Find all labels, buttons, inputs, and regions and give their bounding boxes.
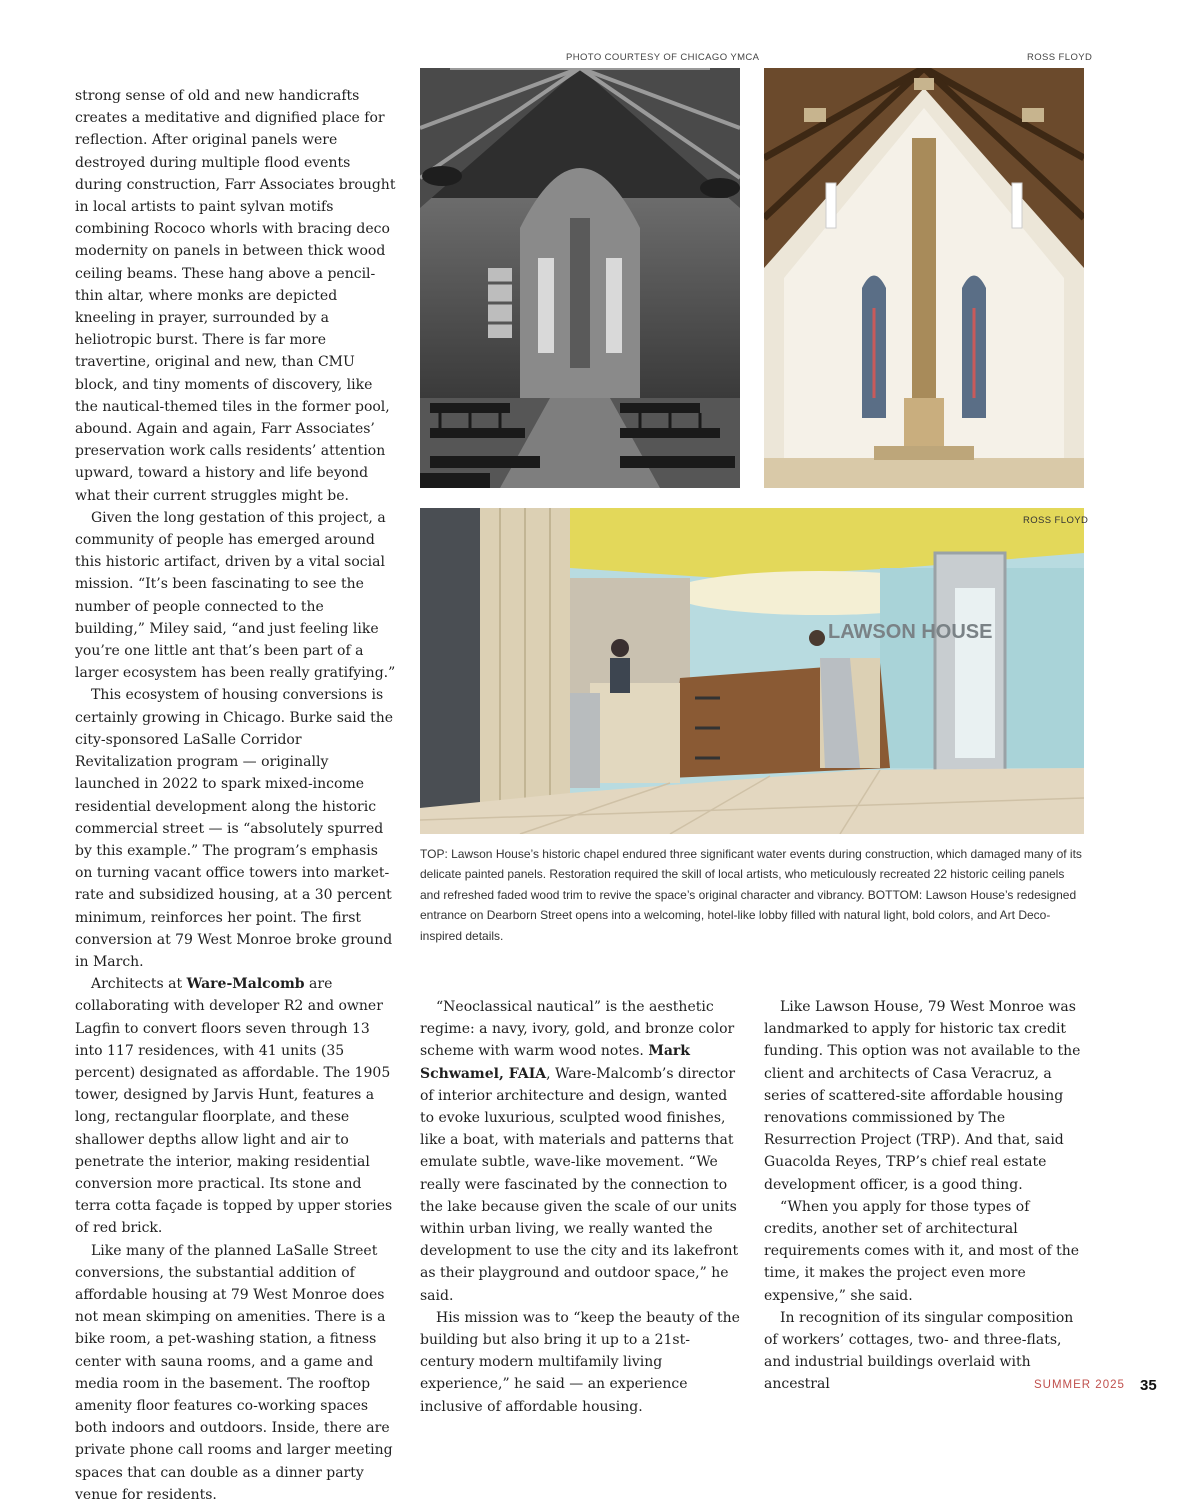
paragraph: “When you apply for those types of credits, another set of architectural requirements comes with it, and most of the time, it makes the project even more expensive,” she said.: [764, 1198, 1079, 1304]
issue-label: SUMMER 2025: [1034, 1379, 1125, 1391]
architect-name: Mark Schwamel, FAIA: [420, 1043, 690, 1082]
body-column-1: [75, 85, 397, 1506]
paragraph: strong sense of old and new handicrafts creates a meditative and dignified place for reflection. After original panels were destroyed during multiple flood events during construction, Farr Associates brought in local artists to paint sylvan motifs combining Rococo whorls with bracing deco modernity on panels in between thick wood ceiling beams. These hang above a pencil-thin altar, where monks are depicted kneeling in prayer, surrounded by a heliotropic burst. There is far more travertine, original and new, than CMU block, and tiny moments of discovery, like the nautical-themed tiles in the former pool, abound. Again and again, Farr Associates’ preservation work calls residents’ attention upward, toward a history and life beyond what their current struggles might be.: [75, 88, 396, 504]
restored-chapel-photo: [764, 68, 1084, 488]
firm-name: Ware-Malcomb: [186, 976, 305, 993]
page-number: 35: [1140, 1377, 1157, 1394]
lobby-sign-text: LAWSON HOUSE: [828, 621, 993, 643]
body-column-2: [420, 996, 742, 1418]
photo-credit-lobby: ROSS FLOYD: [1023, 515, 1089, 526]
paragraph: Given the long gestation of this project, a community of people has emerged around this historic artifact, driven by a vital social mission. “It’s been fascinating to see the number of people connected to the building,” Miley said, “and just feeling like you’re one little ant that’s been part of a larger ecosystem has been really gratifying.”: [75, 509, 396, 682]
paragraph: Like Lawson House, 79 West Monroe was landmarked to apply for historic tax credit funding. This option was not available to the client and architects of Casa Veracruz, a series of scattered-site affordable housing renovations commissioned by The Resurrection Project (TRP). And that, said Guacolda Reyes, TRP’s chief real estate development officer, is a good thing.: [764, 999, 1081, 1193]
paragraph: Like many of the planned LaSalle Street conversions, the substantial addition of affordable housing at 79 West Monroe does not mean skimping on amenities. There is a bike room, a pet-washing station, a fitness center with sauna rooms, and a game and media room in the basement. The rooftop amenity floor features co-working spaces both indoors and outdoors. Inside, there are private phone call rooms and larger meeting spaces that can double as a dinner party venue for residents.: [75, 1242, 393, 1503]
photo-caption: TOP: Lawson House’s historic chapel endured three significant water events during construction, which damaged many of its delicate painted panels. Restoration required the skill of local artists, who meticulously recreated 22 historic ceiling panels and refreshed faded wood trim to revive the space’s original character and vibrancy. BOTTOM: Lawson House’s redesigned entrance on Dearborn Street opens into a welcoming, hotel-like lobby filled with natural light, bold colors, and Art Deco-inspired details.: [420, 847, 1082, 943]
paragraph: “Neoclassical nautical” is the aesthetic regime: a navy, ivory, gold, and bronze color scheme with warm wood notes. Mark Schwamel, FAIA, Ware-Malcomb’s director of interior architecture and design, wanted to evoke luxurious, sculpted wood finishes, like a boat, with materials and patterns that emulate subtle, wave-like movement. “We really were fascinated by the connection to the lake because given the scale of our units within urban living, we really wanted the development to use the city and its lakefront as their playground and outdoor space,” he said.: [420, 999, 739, 1304]
body-column-3: [764, 996, 1086, 1396]
paragraph: This ecosystem of housing conversions is certainly growing in Chicago. Burke said the city-sponsored LaSalle Corridor Revitalization program — originally launched in 2022 to spark mixed-income residential development along the historic commercial street — is “absolutely spurred by this example.” The program’s emphasis on turning vacant office towers into market-rate and subsidized housing, at a 30 percent minimum, reinforces her point. The first conversion at 79 West Monroe broke ground in March.: [75, 687, 394, 970]
historic-chapel-photo: [420, 68, 740, 488]
paragraph: His mission was to “keep the beauty of the building but also bring it up to a 21st-century modern multifamily living experience,” he said — an experience inclusive of affordable housing.: [420, 1309, 740, 1415]
paragraph: Architects at Ware-Malcomb are collaborating with developer R2 and owner Lagfin to convert floors seven through 13 into 117 residences, with 41 units (35 percent) designated as affordable. The 1905 tower, designed by Jarvis Hunt, features a long, rectangular floorplate, and these shallower depths allow light and air to penetrate the interior, making residential conversion more practical. Its stone and terra cotta façade is topped by upper stories of red brick.: [75, 976, 393, 1237]
photo-credit-chapel-historic: PHOTO COURTESY OF CHICAGO YMCA: [566, 52, 760, 63]
paragraph: In recognition of its singular composition of workers’ cottages, two- and three-flats, and industrial buildings overlaid with ancestral: [764, 1309, 1074, 1393]
lobby-photo: [420, 508, 1084, 834]
photo-credit-chapel-restored: ROSS FLOYD: [1027, 52, 1093, 63]
